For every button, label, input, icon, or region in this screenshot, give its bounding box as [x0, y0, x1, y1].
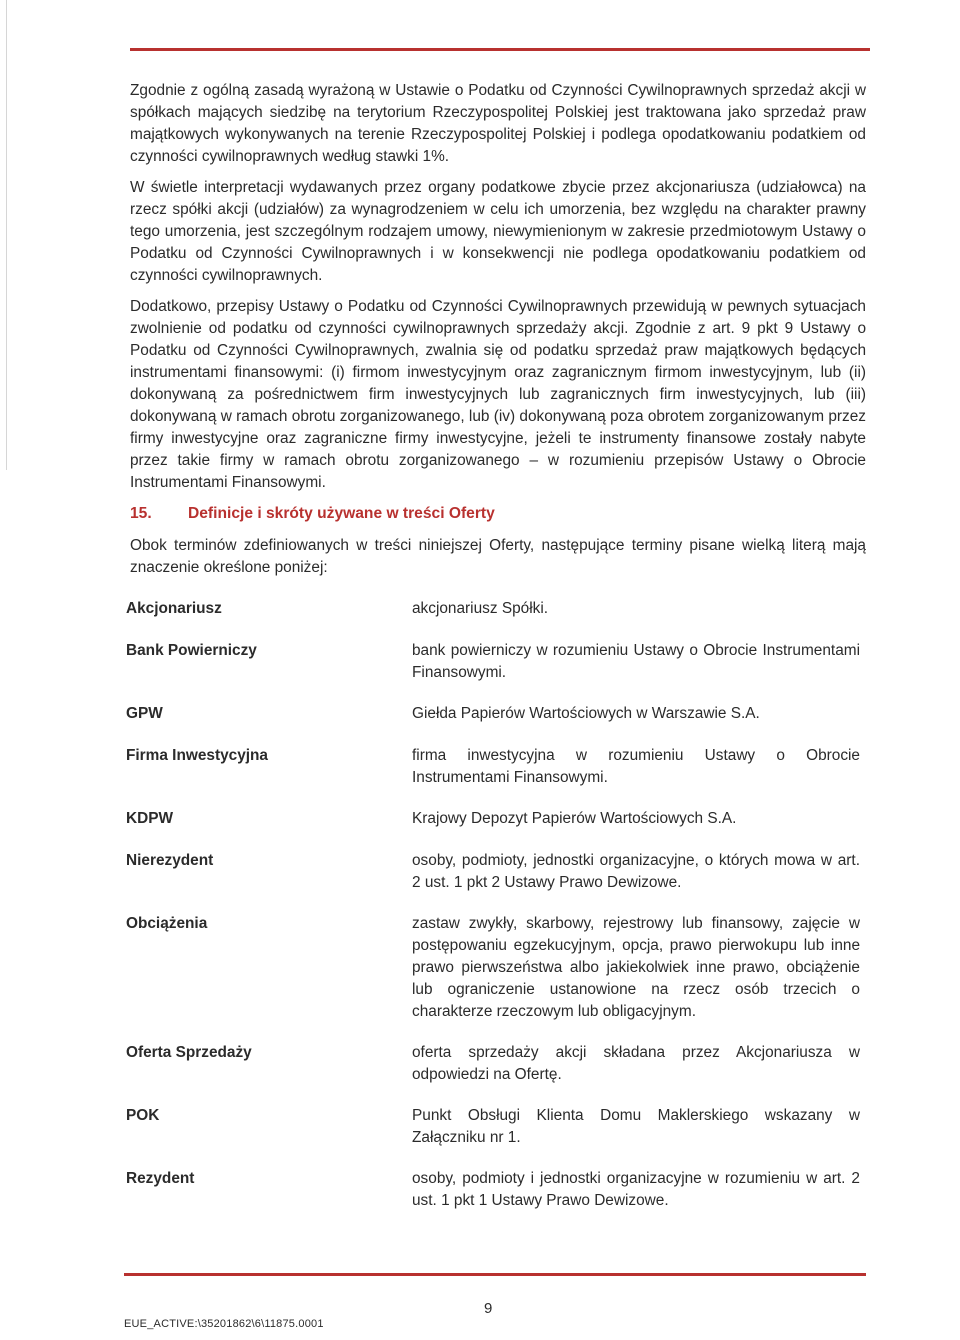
definition-desc: Krajowy Depozyt Papierów Wartościowych S.A.	[412, 810, 737, 827]
definition-row	[126, 598, 860, 620]
definition-row	[126, 640, 860, 684]
header-rule	[130, 48, 870, 51]
definition-desc: zastaw zwykły, skarbowy, rejestrowy lub finansowy, zajęcie w postępowaniu egzekucyjnym, opcja, prawo pierwokupu lub inne prawo pierwszeństwa albo jakiekolwiek inne prawo, obciążenie lub ograniczenie ustanowione na rzecz osób trzecich o charakterze rzeczowym lub obligacyjnym.	[412, 915, 860, 1020]
definition-row	[126, 808, 860, 830]
paragraph-interpretation: W świetle interpretacji wydawanych przez organy podatkowe zbycie przez akcjonariusza (udziałowca) na rzecz spółki akcji (udziałów) za wynagrodzeniem w celu ich umorzenia, bez względu na charakter prawny tego umorzenia, jest szczególnym rodzajem umowy, niewymienionym w zakresie przedmiotowym Ustawy o Podatku od Czynności Cywilnoprawnych i w konsekwencji nie podlega opodatkowaniu podatkiem od czynności cywilnoprawnych.	[130, 179, 866, 284]
paragraph-exemption: Dodatkowo, przepisy Ustawy o Podatku od Czynności Cywilnoprawnych przewidują w pewnych sytuacjach zwolnienie od podatku od czynności cywilnoprawnych sprzedaży akcji. Zgodnie z art. 9 pkt 9 Ustawy o Podatku od Czynności Cywilnoprawnych, zwalnia się od podatku sprzedaż praw majątkowych będących instrumentami finansowymi: (i) firmom inwestycyjnym oraz zagranicznym firmom inwestycyjnym, lub (ii) dokonywaną za pośrednictwem firm inwestycyjnych lub zagranicznych firm inwestycyjnych, lub (iii) dokonywaną w ramach obrotu zorganizowanego, lub (iv) dokonywaną poza obrotem zorganizowanym przez firmy inwestycyjne oraz zagraniczne firmy inwestycyjne, jeżeli te instrumenty finansowe zostały nabyte przez takie firmy w ramach obrotu zorganizowanego – w rozumieniu przepisów Ustawy o Obrocie Instrumentami Finansowymi.	[130, 298, 866, 491]
definition-row	[126, 913, 860, 1023]
definition-term: KDPW	[126, 810, 174, 827]
definition-row	[126, 745, 860, 789]
definition-term: POK	[126, 1107, 160, 1124]
definition-desc: Giełda Papierów Wartościowych w Warszawie S.A.	[412, 705, 760, 722]
definition-row	[126, 1168, 860, 1212]
definition-row	[126, 850, 860, 894]
definition-desc: Punkt Obsługi Klienta Domu Maklerskiego wskazany w Załączniku nr 1.	[412, 1107, 860, 1146]
paragraph-tax-rule: Zgodnie z ogólną zasadą wyrażoną w Ustawie o Podatku od Czynności Cywilnoprawnych sprzedaż akcji w spółkach mających siedzibę na terytorium Rzeczypospolitej Polskiej jest traktowana jako sprzedaż praw majątkowych wykonywanych na terenie Rzeczypospolitej Polskiej i podlega opodatkowaniu podatkiem od czynności cywilnoprawnych według stawki 1%.	[130, 82, 866, 165]
definition-desc: akcjonariusz Spółki.	[412, 600, 549, 617]
definition-row	[126, 1042, 860, 1086]
section-title: Definicje i skróty używane w treści Oferty	[188, 505, 495, 522]
definition-desc: oferta sprzedaży akcji składana przez Akcjonariusza w odpowiedzi na Ofertę.	[412, 1044, 860, 1083]
definition-term: Obciążenia	[126, 915, 208, 932]
definitions-intro: Obok terminów zdefiniowanych w treści niniejszej Oferty, następujące terminy pisane wielką literą mają znaczenie określone poniżej:	[130, 537, 866, 576]
definition-row	[126, 1105, 860, 1149]
page-number: 9	[484, 1300, 493, 1317]
definition-term: GPW	[126, 705, 163, 722]
definition-term: Oferta Sprzedaży	[126, 1044, 252, 1061]
definition-term: Akcjonariusz	[126, 600, 222, 617]
definition-desc: osoby, podmioty, jednostki organizacyjne, o których mowa w art. 2 ust. 1 pkt 2 Ustawy Prawo Dewizowe.	[412, 852, 860, 891]
definition-desc: osoby, podmioty i jednostki organizacyjne w rozumieniu w art. 2 ust. 1 pkt 1 Ustawy Prawo Dewizowe.	[412, 1170, 860, 1209]
definition-term: Nierezydent	[126, 852, 214, 869]
definition-desc: firma inwestycyjna w rozumieniu Ustawy o Obrocie Instrumentami Finansowymi.	[412, 747, 860, 786]
definition-term: Firma Inwestycyjna	[126, 747, 268, 764]
definition-row	[126, 703, 860, 725]
definition-term: Bank Powierniczy	[126, 642, 257, 659]
definition-desc: bank powierniczy w rozumieniu Ustawy o Obrocie Instrumentami Finansowymi.	[412, 642, 860, 681]
document-body	[130, 80, 866, 588]
document-reference: EUE_ACTIVE:\35201862\6\11875.0001	[124, 1318, 324, 1330]
footer-rule	[124, 1273, 866, 1276]
definitions-list	[126, 598, 860, 1212]
scan-edge-line	[6, 0, 7, 470]
section-heading	[130, 503, 866, 525]
definition-term: Rezydent	[126, 1170, 195, 1187]
section-number: 15.	[130, 505, 152, 522]
